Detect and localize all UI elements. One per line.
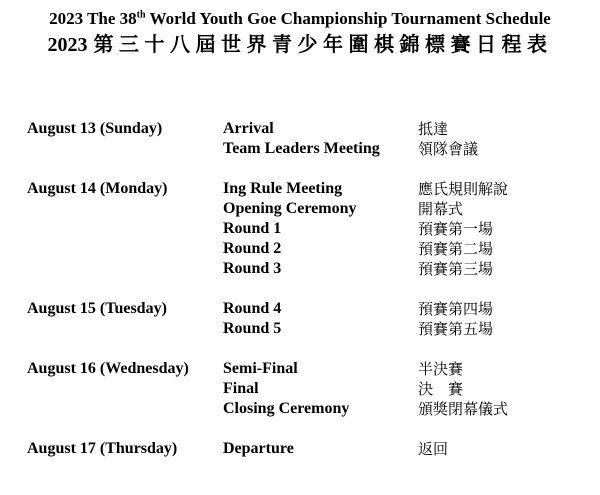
title-english-prefix: 2023 The 38 <box>49 9 137 28</box>
event-chinese: 預賽第三場 <box>418 260 494 278</box>
event-chinese: 預賽第一場 <box>418 220 494 238</box>
event-english: Round 1 <box>223 220 282 237</box>
event-english: Round 3 <box>223 260 282 277</box>
day-date: August 15 (Tuesday) <box>27 300 167 317</box>
day-date: August 17 (Thursday) <box>27 440 178 457</box>
day-date: August 16 (Wednesday) <box>27 360 189 377</box>
title-english-superscript: th <box>136 9 146 21</box>
day-date: August 13 (Sunday) <box>27 120 163 137</box>
event-english: Final <box>223 380 259 397</box>
event-english: Round 4 <box>223 300 282 317</box>
event-chinese: 開幕式 <box>418 200 464 218</box>
title-chinese-text: 第三十八屆世界青少年圍棋錦標賽日程表 <box>93 34 553 56</box>
event-chinese: 領隊會議 <box>418 140 479 158</box>
title-english <box>0 9 600 29</box>
event-chinese: 應氏規則解說 <box>418 180 509 198</box>
event-chinese: 抵達 <box>418 120 449 138</box>
event-english: Round 2 <box>223 240 282 257</box>
event-english: Ing Rule Meeting <box>223 180 343 197</box>
event-chinese: 預賽第五場 <box>418 320 494 338</box>
event-chinese: 半決賽 <box>418 360 464 378</box>
event-chinese: 預賽第四場 <box>418 300 494 318</box>
title-english-suffix: World Youth Goe Championship Tournament Schedule <box>145 9 551 28</box>
event-english: Round 5 <box>223 320 282 337</box>
event-chinese: 返回 <box>418 440 449 458</box>
title-chinese <box>0 32 600 58</box>
event-english: Team Leaders Meeting <box>223 140 380 157</box>
event-english: Closing Ceremony <box>223 400 350 417</box>
event-english: Arrival <box>223 120 274 137</box>
event-english: Opening Ceremony <box>223 200 357 217</box>
event-english: Semi-Final <box>223 360 298 377</box>
event-chinese: 決 賽 <box>418 380 464 398</box>
event-english: Departure <box>223 440 294 457</box>
event-chinese: 預賽第二場 <box>418 240 494 258</box>
event-chinese: 頒獎閉幕儀式 <box>418 400 509 418</box>
title-chinese-year: 2023 <box>47 34 88 56</box>
day-date: August 14 (Monday) <box>27 180 168 197</box>
